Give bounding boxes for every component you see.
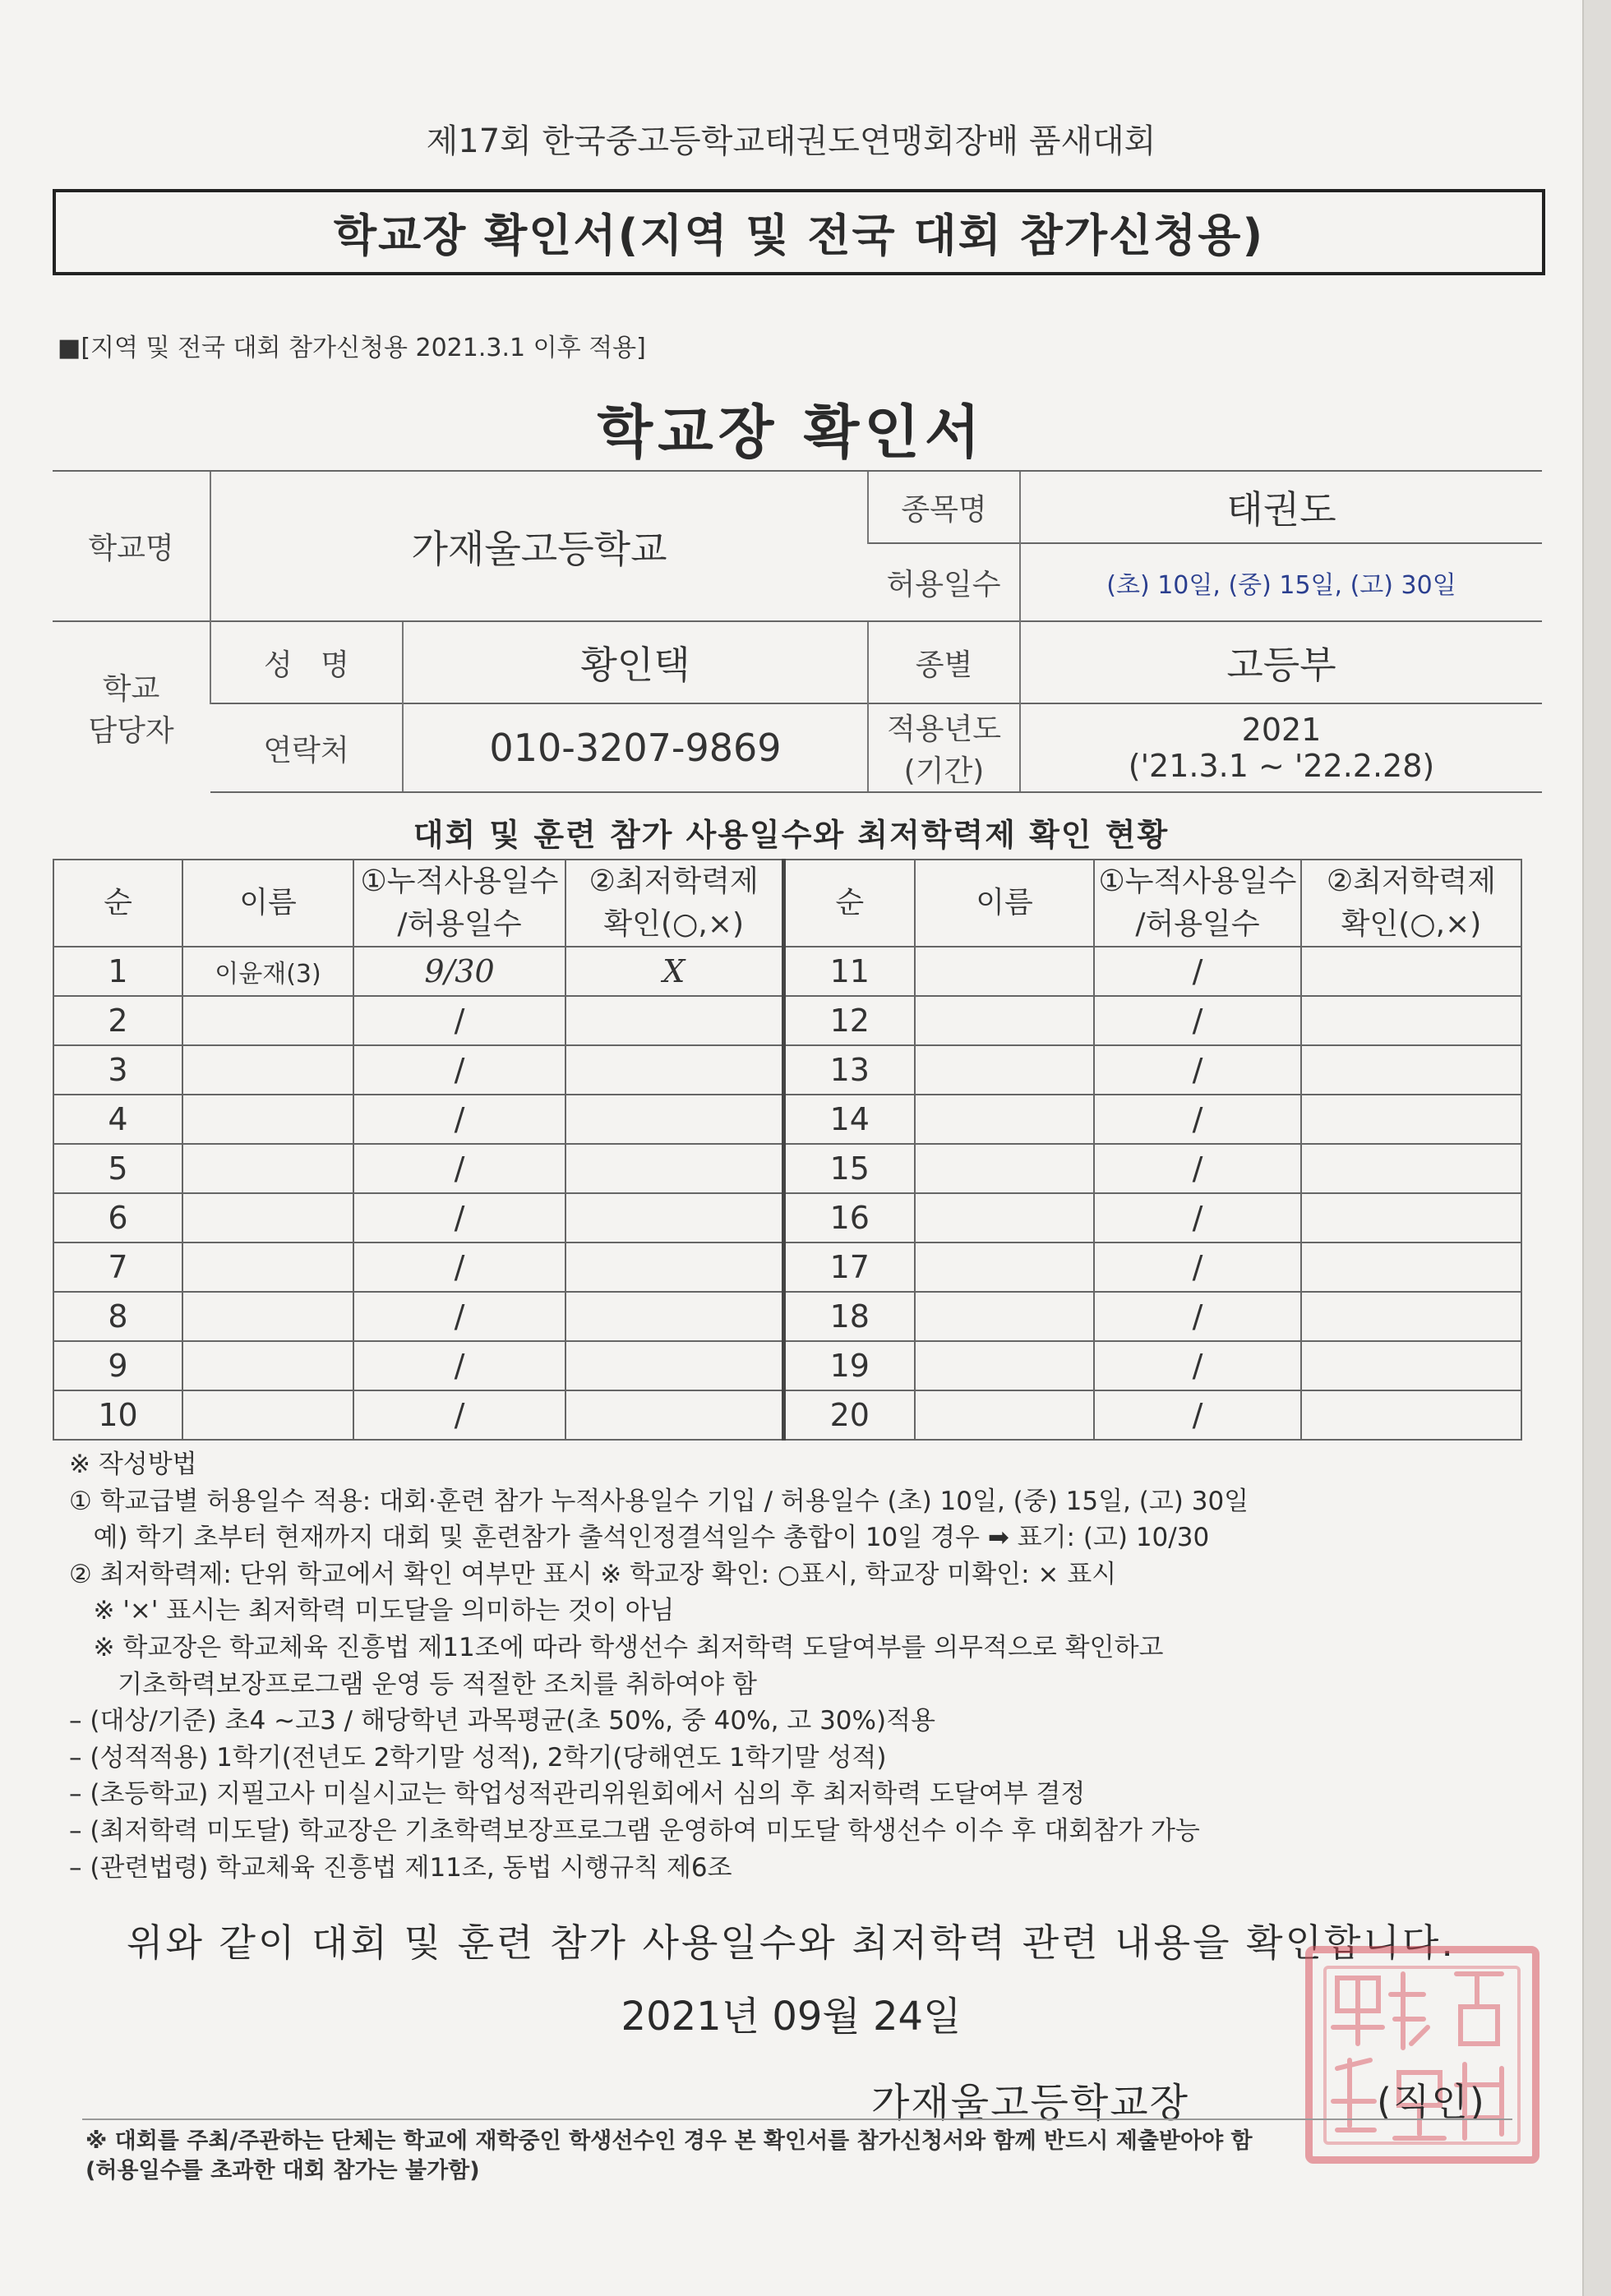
row-no-cell: 2	[53, 996, 182, 1045]
row-min-cell	[565, 1193, 783, 1243]
col-min-header-line2: 확인(○,×)	[1341, 907, 1482, 941]
instruction-line: 예) 학기 초부터 현재까지 대회 및 훈련참가 출석인정결석일수 총합이 10일 경우 ➡ 표기: (고) 10/30	[69, 1523, 1210, 1553]
row-min-cell	[1301, 1193, 1521, 1243]
row-min-cell	[565, 1341, 783, 1390]
col-days-header-line2: /허용일수	[1135, 907, 1260, 941]
row-name-cell	[915, 1045, 1094, 1095]
col-name-header-left: 이름	[182, 860, 353, 947]
instruction-line: – (관련법령) 학교체육 진흥법 제11조, 동법 시행규칙 제6조	[69, 1852, 732, 1883]
school-name-value: 가재울고등학교	[210, 471, 868, 621]
row-no-cell: 3	[53, 1045, 182, 1095]
instruction-line: ① 학교급별 허용일수 적용: 대회·훈련 참가 누적사용일수 기입 / 허용일수 (초) 10일, (중) 15일, (고) 30일	[69, 1486, 1249, 1516]
row-min-cell	[565, 996, 783, 1045]
instruction-line: 기초학력보장프로그램 운영 등 적절한 조치를 취하여야 함	[69, 1669, 757, 1699]
phone-value: 010-3207-9869	[403, 703, 868, 792]
event-title: 제17회 한국중고등학교태권도연맹회장배 품새대회	[426, 122, 1156, 160]
roster-table	[53, 859, 1522, 1441]
row-days-cell: /	[353, 1341, 565, 1390]
instructions-block	[69, 1446, 1540, 1886]
row-name-cell	[915, 1341, 1094, 1390]
row-no-cell: 16	[783, 1193, 915, 1243]
row-min-cell	[1301, 1045, 1521, 1095]
row-name-cell	[915, 1390, 1094, 1440]
instruction-line: ※ 학교장은 학교체육 진흥법 제11조에 따라 학생선수 최저학력 도달여부를 의무적으로 확인하고	[69, 1632, 1164, 1662]
row-days-cell: /	[353, 1193, 565, 1243]
table-row	[53, 996, 1521, 1045]
row-no-cell: 6	[53, 1193, 182, 1243]
col-no-header-left: 순	[53, 860, 182, 947]
instruction-line: – (최저학력 미도달) 학교장은 기초학력보장프로그램 운영하여 미도달 학생선수 이수 후 대회참가 가능	[69, 1815, 1200, 1846]
row-min-cell	[565, 1390, 783, 1440]
col-min-header-line2: 확인(○,×)	[603, 907, 745, 941]
row-no-cell: 18	[783, 1292, 915, 1341]
name-value: 황인택	[403, 621, 868, 703]
allow-days-label: 허용일수	[868, 543, 1020, 621]
table-row	[53, 1243, 1521, 1292]
row-days-cell: /	[1094, 947, 1301, 996]
period-value: ('21.3.1 ~ '22.2.28)	[1128, 748, 1435, 784]
row-days-cell: /	[353, 1144, 565, 1193]
row-days-cell: /	[353, 1045, 565, 1095]
instruction-line: – (성적적용) 1학기(전년도 2학기말 성적), 2학기(당해연도 1학기말 성적)	[69, 1742, 887, 1773]
division-label: 종별	[868, 621, 1020, 703]
confirmation-statement: 위와 같이 대회 및 훈련 참가 사용일수와 최저학력 관련 내용을 확인합니다.	[127, 1920, 1456, 1965]
row-no-cell: 10	[53, 1390, 182, 1440]
col-days-header-line1: ①누적사용일수	[1098, 864, 1297, 898]
row-days-cell: /	[353, 1095, 565, 1144]
row-no-cell: 20	[783, 1390, 915, 1440]
contact-person-label	[53, 621, 210, 792]
row-name-cell	[915, 1243, 1094, 1292]
row-min-cell	[1301, 1243, 1521, 1292]
row-name-cell	[915, 947, 1094, 996]
row-name-cell	[915, 1292, 1094, 1341]
row-no-cell: 17	[783, 1243, 915, 1292]
document-title: 학교장 확인서(지역 및 전국 대회 참가신청용)	[333, 210, 1265, 261]
row-name-cell	[182, 996, 353, 1045]
year-label	[868, 703, 1020, 792]
row-days-cell: /	[1094, 1193, 1301, 1243]
roster-header-row	[53, 860, 1521, 947]
row-days-cell: /	[353, 996, 565, 1045]
row-name-cell	[182, 1341, 353, 1390]
table-row	[53, 1095, 1521, 1144]
col-days-header-left	[353, 860, 565, 947]
col-days-header-line1: ①누적사용일수	[360, 864, 559, 898]
document-title-box	[53, 189, 1545, 275]
row-no-cell: 19	[783, 1341, 915, 1390]
name-label: 성 명	[210, 621, 403, 703]
division-value: 고등부	[1020, 621, 1542, 703]
instruction-line: ※ 작성방법	[69, 1450, 197, 1479]
instruction-line: ② 최저학력제: 단위 학교에서 확인 여부만 표시 ※ 학교장 확인: ○표시, 학교장 미확인: × 표시	[69, 1559, 1117, 1589]
col-no-header-right: 순	[783, 860, 915, 947]
row-min-cell	[1301, 996, 1521, 1045]
row-no-cell: 9	[53, 1341, 182, 1390]
col-min-header-line1: ②최저학력제	[589, 864, 759, 898]
apply-note: ■[지역 및 전국 대회 참가신청용 2021.3.1 이후 적용]	[58, 334, 646, 362]
principal-title: 가재울고등학교장	[871, 2080, 1189, 2126]
row-days-cell: /	[1094, 996, 1301, 1045]
row-no-cell: 7	[53, 1243, 182, 1292]
row-days-cell: /	[1094, 1341, 1301, 1390]
row-name-cell	[182, 1243, 353, 1292]
footnote-divider	[82, 2118, 1512, 2120]
col-min-header-line1: ②최저학력제	[1326, 864, 1497, 898]
row-name-cell	[182, 1045, 353, 1095]
row-no-cell: 5	[53, 1144, 182, 1193]
table-row	[53, 1292, 1521, 1341]
row-no-cell: 8	[53, 1292, 182, 1341]
row-min-cell	[1301, 1390, 1521, 1440]
footnote-line2: (허용일수를 초과한 대회 참가는 불가함)	[85, 2158, 480, 2183]
row-days-cell: /	[1094, 1390, 1301, 1440]
contact-person-label-line2: 담당자	[88, 713, 174, 748]
row-days-cell: /	[353, 1243, 565, 1292]
row-no-cell: 15	[783, 1144, 915, 1193]
footnote-line1: ※ 대회를 주최/주관하는 단체는 학교에 재학중인 학생선수인 경우 본 확인서를 참가신청서와 함께 반드시 제출받아야 함	[85, 2128, 1253, 2154]
table-row	[53, 1341, 1521, 1390]
table-row	[53, 1144, 1521, 1193]
main-title: 학교장 확인서	[597, 399, 986, 466]
row-name-cell	[915, 1095, 1094, 1144]
footnote	[85, 2127, 1532, 2186]
sport-label: 종목명	[868, 471, 1020, 543]
table-row	[53, 1045, 1521, 1095]
row-name-cell	[915, 1193, 1094, 1243]
row-min-cell	[1301, 1095, 1521, 1144]
year-label-line2: (기간)	[903, 754, 985, 788]
row-days-cell: /	[353, 1292, 565, 1341]
row-min-cell	[565, 1243, 783, 1292]
row-no-cell: 14	[783, 1095, 915, 1144]
row-days-cell: /	[1094, 1292, 1301, 1341]
school-name-label: 학교명	[53, 471, 210, 621]
col-name-header-right: 이름	[915, 860, 1094, 947]
row-days-cell: 9/30	[353, 947, 565, 996]
row-no-cell: 1	[53, 947, 182, 996]
col-days-header-line2: /허용일수	[397, 907, 522, 941]
col-days-header-right	[1094, 860, 1301, 947]
row-min-cell	[565, 1095, 783, 1144]
school-info-table	[53, 470, 1542, 793]
row-min-cell	[1301, 1341, 1521, 1390]
row-name-cell	[915, 996, 1094, 1045]
row-name-cell	[182, 1144, 353, 1193]
allow-days-value: (초) 10일, (중) 15일, (고) 30일	[1020, 543, 1542, 621]
row-no-cell: 11	[783, 947, 915, 996]
row-no-cell: 4	[53, 1095, 182, 1144]
row-name-cell	[182, 1390, 353, 1440]
year-cell	[1020, 703, 1542, 792]
row-min-cell	[565, 1292, 783, 1341]
row-min-cell	[1301, 1144, 1521, 1193]
col-min-header-left	[565, 860, 783, 947]
row-days-cell: /	[1094, 1095, 1301, 1144]
row-name-cell	[182, 1292, 353, 1341]
row-min-cell	[1301, 947, 1521, 996]
row-name-cell	[915, 1144, 1094, 1193]
table-row	[53, 1390, 1521, 1440]
table-row	[53, 1193, 1521, 1243]
row-name-cell: 이윤재(3)	[182, 947, 353, 996]
seal-label: (직인)	[1377, 2080, 1486, 2124]
roster-section-title: 대회 및 훈련 참가 사용일수와 최저학력제 확인 현황	[413, 817, 1170, 853]
row-min-cell	[1301, 1292, 1521, 1341]
row-days-cell: /	[1094, 1045, 1301, 1095]
row-no-cell: 13	[783, 1045, 915, 1095]
year-value: 2021	[1241, 712, 1322, 748]
row-min-cell	[565, 1045, 783, 1095]
row-no-cell: 12	[783, 996, 915, 1045]
confirmation-date: 2021년 09월 24일	[621, 1994, 962, 2040]
year-label-line1: 적용년도	[886, 712, 1002, 746]
contact-person-label-line1: 학교	[102, 671, 160, 706]
row-name-cell	[182, 1095, 353, 1144]
row-min-cell: X	[565, 947, 783, 996]
row-name-cell	[182, 1193, 353, 1243]
instruction-line: – (대상/기준) 초4 ~고3 / 해당학년 과목평균(초 50%, 중 40%, 고 30%)적용	[69, 1706, 935, 1736]
table-row	[53, 947, 1521, 996]
row-days-cell: /	[353, 1390, 565, 1440]
instruction-line: – (초등학교) 지필고사 미실시교는 학업성적관리위원회에서 심의 후 최저학력 도달여부 결정	[69, 1779, 1086, 1810]
sport-value: 태권도	[1020, 471, 1542, 543]
row-days-cell: /	[1094, 1243, 1301, 1292]
instruction-line: ※ '×' 표시는 최저학력 미도달을 의미하는 것이 아님	[69, 1596, 675, 1626]
phone-label: 연락처	[210, 703, 403, 792]
row-days-cell: /	[1094, 1144, 1301, 1193]
row-min-cell	[565, 1144, 783, 1193]
col-min-header-right	[1301, 860, 1521, 947]
